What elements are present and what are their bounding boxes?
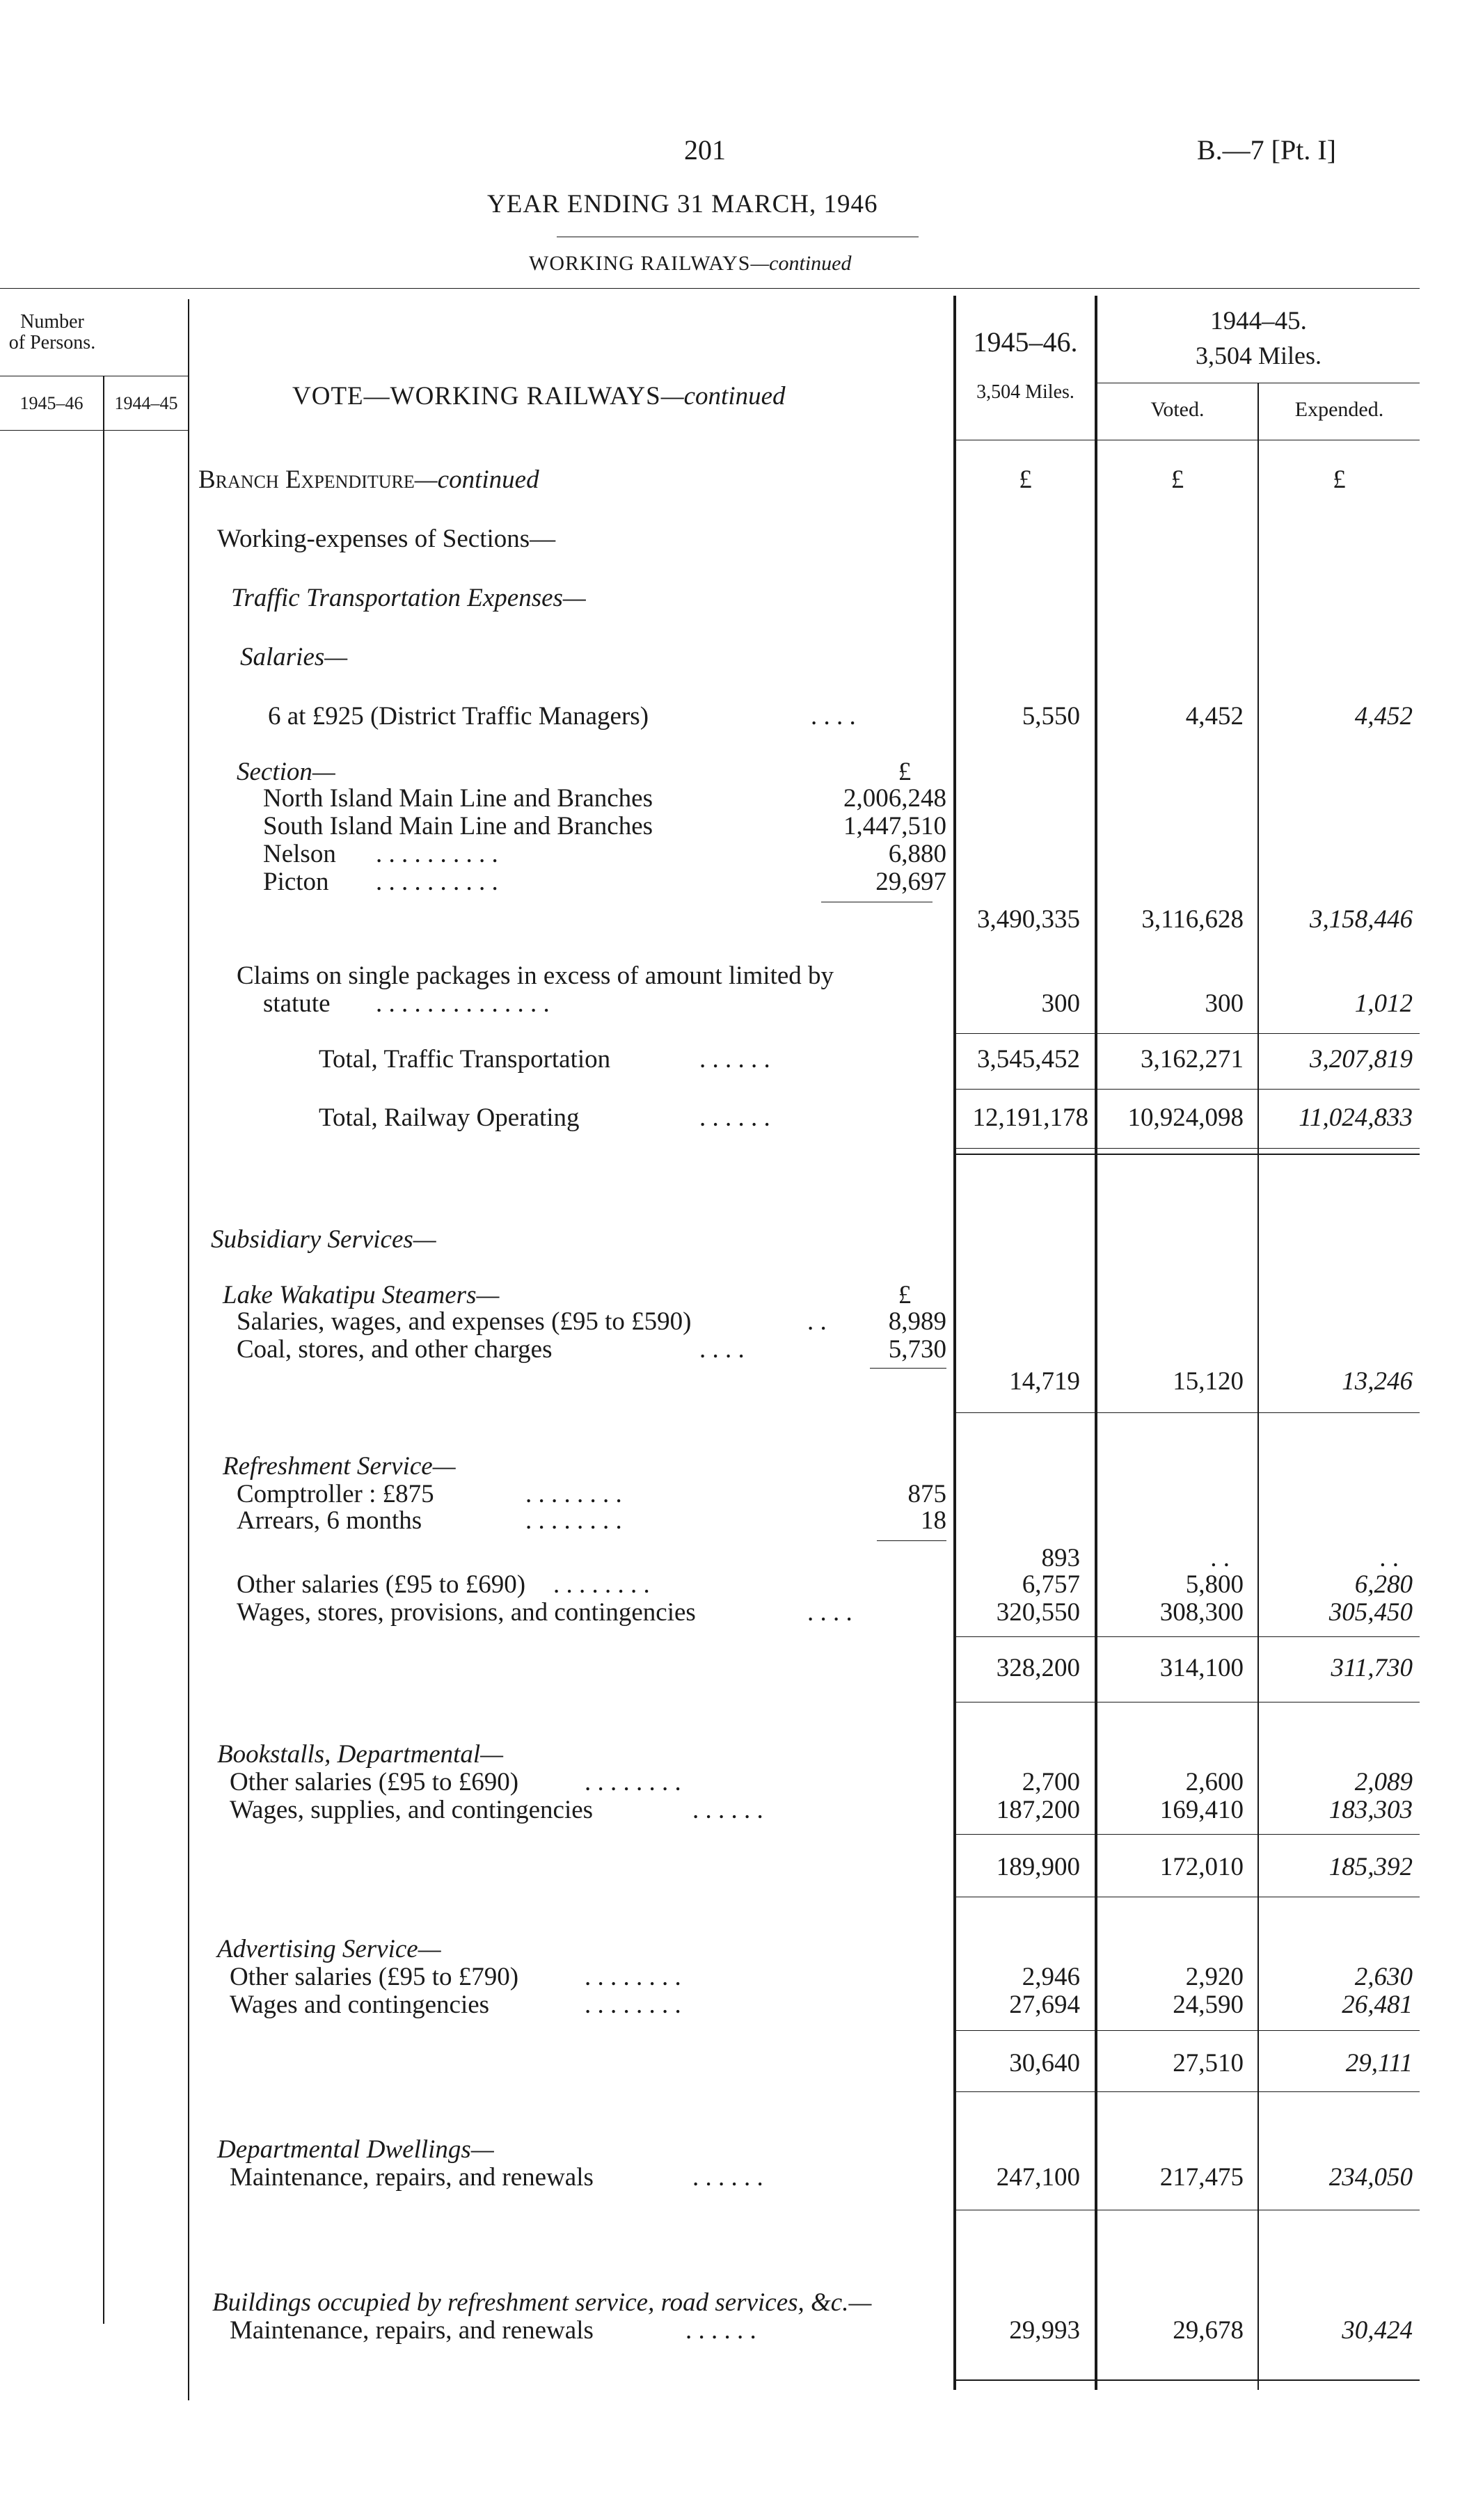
- advertising-wages-label: Wages and contingencies: [230, 1991, 490, 2019]
- total-railway-current: 12,191,178: [972, 1103, 1088, 1132]
- refreshment-wages-label: Wages, stores, provisions, and contingencies: [237, 1598, 696, 1627]
- page-reference: B.—7 [Pt. I]: [1197, 134, 1336, 166]
- bookstalls-other-label: Other salaries (£95 to £690): [230, 1768, 519, 1796]
- top-rule: [0, 288, 1420, 289]
- bookstalls-total-expended: 185,392: [1328, 1853, 1413, 1881]
- total-traffic-expended: 3,207,819: [1310, 1045, 1413, 1074]
- wakatipu-currency: £: [898, 1281, 912, 1309]
- section-total-expended: 3,158,446: [1310, 905, 1413, 934]
- advertising-wages-current: 27,694: [1009, 1991, 1080, 2019]
- buildings-maint-label: Maintenance, repairs, and renewals: [230, 2316, 594, 2345]
- wakatipu-item-dots: . .: [807, 1307, 827, 1336]
- refreshment-title: Refreshment Service—: [223, 1452, 456, 1481]
- claims-dots: . . . . . . . . . . . . . .: [376, 989, 550, 1018]
- wakatipu-rule: [956, 1412, 1420, 1413]
- page-heading: YEAR ENDING 31 MARCH, 1946: [487, 190, 878, 218]
- total-railway-label: Total, Railway Operating: [319, 1103, 580, 1132]
- expended-header: Expended.: [1294, 398, 1384, 421]
- advertising-title: Advertising Service—: [217, 1935, 441, 1963]
- dwellings-maint-label: Maintenance, repairs, and renewals: [230, 2163, 594, 2192]
- arrears-dots: . . . . . . . .: [525, 1506, 622, 1535]
- bookstalls-wages-voted: 169,410: [1159, 1796, 1244, 1824]
- buildings-expended: 30,424: [1342, 2316, 1413, 2345]
- section-item-amount: 1,447,510: [843, 812, 946, 840]
- currency-current: £: [1019, 465, 1032, 494]
- advertising-total-rule: [956, 2091, 1420, 2092]
- persons-header: [0, 312, 104, 353]
- year-current: 1945–46.: [973, 326, 1078, 358]
- buildings-title: Buildings occupied by refreshment service, road services, &c.—: [212, 2288, 872, 2317]
- wakatipu-item-label: Coal, stores, and other charges: [237, 1335, 553, 1364]
- section-item-label: North Island Main Line and Branches: [263, 784, 653, 813]
- bookstalls-wages-expended: 183,303: [1328, 1796, 1413, 1824]
- persons-label-1: Number: [20, 311, 84, 333]
- section-label: Section—: [237, 758, 335, 786]
- claims-label-1: Claims on single packages in excess of amount limited by: [237, 962, 834, 990]
- year-previous: 1944–45.: [1210, 307, 1307, 335]
- dwellings-expended: 234,050: [1328, 2163, 1413, 2192]
- refreshment-other-voted: 5,800: [1185, 1570, 1244, 1599]
- dtm-current: 5,550: [1022, 702, 1080, 731]
- subsidiary-title: Subsidiary Services—: [211, 1225, 436, 1254]
- refreshment-total-voted: 314,100: [1159, 1654, 1244, 1682]
- dtm-expended: 4,452: [1354, 702, 1413, 731]
- wakatipu-sum-rule: [870, 1368, 946, 1369]
- total-traffic-label: Total, Traffic Transportation: [319, 1045, 611, 1074]
- refreshment-other-current: 6,757: [1022, 1570, 1080, 1599]
- dwellings-current: 247,100: [996, 2163, 1080, 2192]
- refreshment-other-label: Other salaries (£95 to £690): [237, 1570, 526, 1599]
- subheading-text: WORKING RAILWAYS: [529, 252, 751, 275]
- claims-voted: 300: [1205, 989, 1244, 1018]
- advertising-wages-voted: 24,590: [1173, 1991, 1244, 2019]
- bookstalls-other-dots: . . . . . . . .: [585, 1768, 681, 1796]
- section-total-current: 3,490,335: [977, 905, 1080, 934]
- advertising-wages-expended: 26,481: [1342, 1991, 1413, 2019]
- miles-current: 3,504 Miles.: [976, 381, 1074, 403]
- section-item-dots: . . . . . . . . . .: [376, 840, 498, 868]
- dtm-voted: 4,452: [1185, 702, 1244, 731]
- bookstalls-total-voted: 172,010: [1159, 1853, 1244, 1881]
- wakatipu-expended: 13,246: [1342, 1367, 1413, 1396]
- persons-subheader-rule: [0, 430, 188, 431]
- salaries-title: Salaries—: [240, 643, 348, 671]
- comptroller-amount: 875: [907, 1480, 946, 1508]
- bookstalls-other-expended: 2,089: [1354, 1768, 1413, 1796]
- voted-header: Voted.: [1150, 398, 1205, 421]
- advertising-other-voted: 2,920: [1185, 1963, 1244, 1991]
- refreshment-wages-expended: 305,450: [1328, 1598, 1413, 1627]
- section-item-amount: 2,006,248: [843, 784, 946, 813]
- refreshment-total-expended: 311,730: [1331, 1654, 1413, 1682]
- refreshment-rule: [956, 1636, 1420, 1637]
- claims-label-2: statute: [263, 989, 331, 1018]
- currency-voted: £: [1171, 465, 1184, 494]
- branch-title: Branch Expenditure: [198, 465, 415, 494]
- refreshment-total-current: 328,200: [996, 1654, 1080, 1682]
- advertising-total-expended: 29,111: [1345, 2049, 1413, 2078]
- currency-expended: £: [1333, 465, 1346, 494]
- bookstalls-wages-label: Wages, supplies, and contingencies: [230, 1796, 594, 1824]
- bookstalls-other-current: 2,700: [1022, 1768, 1080, 1796]
- wakatipu-item-dots: . . . .: [699, 1335, 745, 1364]
- bookstalls-other-voted: 2,600: [1185, 1768, 1244, 1796]
- dtm-dots: . . . .: [811, 702, 856, 731]
- section-item-dots: . . . . . . . . . .: [376, 868, 498, 896]
- total-railway-voted: 10,924,098: [1127, 1103, 1244, 1132]
- section-currency: £: [898, 758, 912, 786]
- traffic-title: Traffic Transportation Expenses—: [231, 584, 586, 612]
- arrears-label: Arrears, 6 months: [237, 1506, 422, 1535]
- bookstalls-wages-dots: . . . . . .: [692, 1796, 763, 1824]
- table-bottom-rule: [956, 2379, 1420, 2381]
- wakatipu-voted: 15,120: [1173, 1367, 1244, 1396]
- dwellings-voted: 217,475: [1159, 2163, 1244, 2192]
- advertising-other-current: 2,946: [1022, 1963, 1080, 1991]
- vote-title-suffix: —continued: [660, 382, 786, 410]
- total-railway-dots: . . . . . .: [699, 1103, 770, 1132]
- advertising-other-label: Other salaries (£95 to £790): [230, 1963, 519, 1991]
- section-item-label: South Island Main Line and Branches: [263, 812, 653, 840]
- vote-title-text: VOTE—WORKING RAILWAYS: [292, 382, 661, 410]
- arrears-amount: 18: [921, 1506, 946, 1535]
- claims-expended: 1,012: [1354, 989, 1413, 1018]
- wakatipu-current: 14,719: [1009, 1367, 1080, 1396]
- branch-suffix: —continued: [414, 465, 539, 494]
- section-item-label: Picton: [263, 868, 329, 896]
- section-item-amount: 29,697: [875, 868, 946, 896]
- wakatipu-title: Lake Wakatipu Steamers—: [223, 1281, 500, 1309]
- bookstalls-rule: [956, 1834, 1420, 1835]
- refreshment-sub-current: 893: [1041, 1544, 1080, 1572]
- buildings-voted: 29,678: [1173, 2316, 1244, 2345]
- claims-current: 300: [1041, 989, 1080, 1018]
- refreshment-wages-current: 320,550: [996, 1598, 1080, 1627]
- page-subheading: [529, 252, 851, 276]
- comptroller-label: Comptroller : £875: [237, 1480, 434, 1508]
- persons-col-1944: 1944–45: [114, 393, 178, 413]
- section-item-label: Nelson: [263, 840, 336, 868]
- comptroller-dots: . . . . . . . .: [525, 1480, 622, 1508]
- working-expenses-title: Working-expenses of Sections—: [217, 525, 556, 553]
- refreshment-other-expended: 6,280: [1354, 1570, 1413, 1599]
- total-traffic-voted: 3,162,271: [1141, 1045, 1244, 1074]
- section-total-voted: 3,116,628: [1141, 905, 1244, 934]
- advertising-total-current: 30,640: [1009, 2049, 1080, 2078]
- total-traffic-dots: . . . . . .: [699, 1045, 770, 1074]
- dtm-label: 6 at £925 (District Traffic Managers): [268, 702, 649, 731]
- refreshment-sum-rule: [877, 1540, 946, 1541]
- total-railway-expended: 11,024,833: [1299, 1103, 1413, 1132]
- bookstalls-title: Bookstalls, Departmental—: [217, 1740, 504, 1769]
- bookstalls-wages-current: 187,200: [996, 1796, 1080, 1824]
- persons-vote-divider: [188, 299, 189, 2400]
- wakatipu-item-amount: 5,730: [888, 1335, 946, 1364]
- claims-rule: [956, 1033, 1420, 1034]
- miles-previous: 3,504 Miles.: [1195, 342, 1322, 369]
- wakatipu-item-label: Salaries, wages, and expenses (£95 to £590): [237, 1307, 692, 1336]
- railway-rule-1: [956, 1148, 1420, 1149]
- total-traffic-current: 3,545,452: [977, 1045, 1080, 1074]
- persons-label-2: of Persons.: [8, 332, 96, 353]
- persons-col-1945: 1945–46: [19, 393, 84, 413]
- bookstalls-total-current: 189,900: [996, 1853, 1080, 1881]
- subheading-suffix: —continued: [750, 252, 852, 275]
- railway-rule-2: [956, 1154, 1420, 1155]
- persons-col-divider: [103, 376, 104, 2324]
- refreshment-sub-voted: . .: [1210, 1544, 1230, 1572]
- refreshment-wages-dots: . . . .: [807, 1598, 852, 1627]
- advertising-wages-dots: . . . . . . . .: [585, 1991, 681, 2019]
- total-traffic-rule: [956, 1089, 1420, 1090]
- advertising-total-voted: 27,510: [1173, 2049, 1244, 2078]
- section-item-amount: 6,880: [888, 840, 946, 868]
- refreshment-wages-voted: 308,300: [1159, 1598, 1244, 1627]
- vote-title: [292, 381, 786, 411]
- dwellings-maint-dots: . . . . . .: [692, 2163, 763, 2192]
- refreshment-sub-expended: . .: [1379, 1544, 1399, 1572]
- advertising-rule: [956, 2030, 1420, 2031]
- branch-expenditure: [198, 466, 539, 494]
- dwellings-title: Departmental Dwellings—: [217, 2135, 494, 2164]
- advertising-other-expended: 2,630: [1354, 1963, 1413, 1991]
- buildings-maint-dots: . . . . . .: [685, 2316, 756, 2345]
- page-number: 201: [684, 134, 726, 166]
- refreshment-other-dots: . . . . . . . .: [553, 1570, 650, 1599]
- wakatipu-item-amount: 8,989: [888, 1307, 946, 1336]
- advertising-other-dots: . . . . . . . .: [585, 1963, 681, 1991]
- buildings-current: 29,993: [1009, 2316, 1080, 2345]
